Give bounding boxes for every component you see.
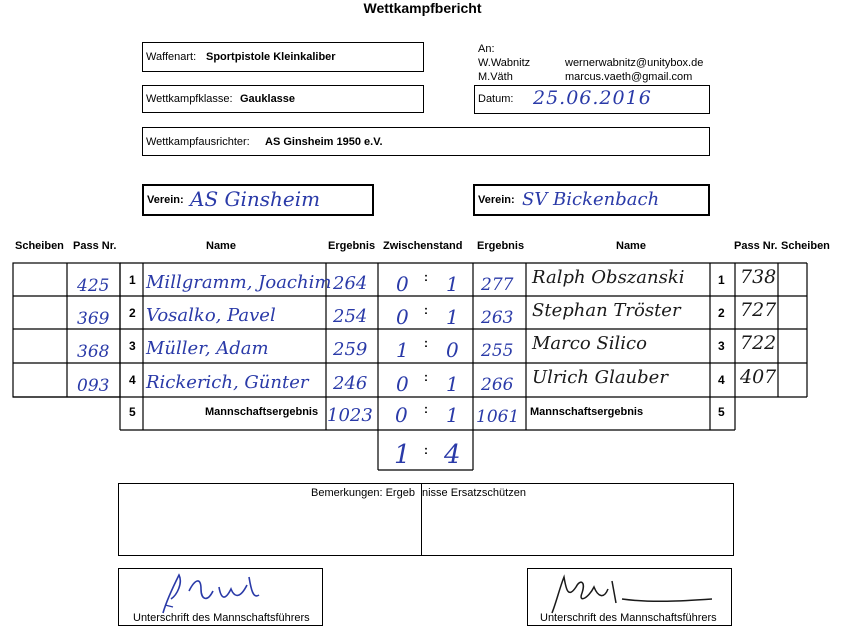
- zwischenstand-colon: :: [424, 270, 428, 284]
- signature-label-left: Unterschrift des Mannschaftsführers: [133, 612, 310, 624]
- recipient-email: wernerwabnitz@unitybox.de: [565, 57, 704, 69]
- verein-right-label: Verein:: [478, 194, 515, 206]
- zwischenstand-colon: :: [424, 336, 428, 350]
- zwischenstand-right: 1: [446, 272, 459, 296]
- final-colon: :: [424, 443, 428, 457]
- pass-right: 407: [740, 366, 777, 388]
- waffenart-label: Waffenart:: [146, 51, 197, 63]
- ergebnis-right: 266: [481, 375, 514, 395]
- header-scheiben-left: Scheiben: [15, 240, 64, 252]
- team-label-right: Mannschaftsergebnis: [530, 406, 644, 418]
- header-scheiben-right: Scheiben: [781, 240, 830, 252]
- signature-box-right: [527, 568, 732, 626]
- team-ergebnis-right: 1061: [476, 407, 520, 427]
- waffenart-value: Sportpistole Kleinkaliber: [206, 51, 336, 63]
- an-label: An:: [478, 43, 495, 55]
- name-right: Marco Silico: [532, 333, 647, 354]
- verein-left-label: Verein:: [147, 194, 184, 206]
- zwischenstand-right: 0: [446, 338, 459, 362]
- header-zwischenstand: Zwischenstand: [383, 240, 463, 252]
- name-right: Ulrich Glauber: [532, 367, 668, 388]
- pass-left: 369: [77, 309, 110, 329]
- pass-left: 093: [77, 376, 110, 396]
- signature-box-left: [118, 568, 323, 626]
- final-score-right: 4: [444, 440, 461, 470]
- team-zw-left: 0: [395, 403, 408, 427]
- zwischenstand-colon: :: [424, 303, 428, 317]
- recipient-name: M.Väth: [478, 71, 513, 83]
- row-number: 2: [129, 306, 136, 320]
- zwischenstand-left: 0: [396, 272, 409, 296]
- ergebnis-left: 259: [333, 339, 368, 360]
- header-name-left: Name: [206, 240, 236, 252]
- ausrichter-label: Wettkampfausrichter:: [146, 136, 250, 148]
- header-name-right: Name: [616, 240, 646, 252]
- pass-right: 722: [740, 332, 777, 354]
- recipient-email: marcus.vaeth@gmail.com: [565, 71, 693, 83]
- verein-left-value: AS Ginsheim: [190, 187, 321, 211]
- page-title: Wettkampfbericht: [363, 0, 482, 16]
- header-pass-left: Pass Nr.: [73, 240, 117, 252]
- row-number-right: 3: [718, 339, 725, 353]
- name-left: Millgramm, Joachim: [146, 272, 332, 293]
- zwischenstand-left: 0: [396, 305, 409, 329]
- zwischenstand-left: 1: [396, 338, 409, 362]
- ausrichter-value: AS Ginsheim 1950 e.V.: [265, 136, 383, 148]
- zwischenstand-colon: :: [424, 370, 428, 384]
- final-score-left: 1: [394, 440, 411, 470]
- name-left: Rickerich, Günter: [146, 372, 309, 393]
- ergebnis-right: 277: [481, 275, 514, 295]
- header-ergebnis-right: Ergebnis: [477, 240, 525, 252]
- recipient-name: W.Wabnitz: [478, 57, 531, 69]
- team-row-number: 5: [129, 405, 136, 419]
- zwischenstand-right: 1: [446, 372, 459, 396]
- row-number: 4: [129, 373, 136, 387]
- signature-label-right: Unterschrift des Mannschaftsführers: [540, 612, 717, 624]
- ergebnis-left: 246: [333, 373, 368, 394]
- team-ergebnis-left: 1023: [327, 405, 373, 426]
- name-right: Stephan Tröster: [532, 300, 681, 321]
- name-left: Vosalko, Pavel: [146, 305, 276, 326]
- team-row-number-right: 5: [718, 405, 725, 419]
- bemerkungen-box: [118, 483, 734, 556]
- datum-value: 25.06.2016: [533, 87, 652, 109]
- pass-left: 368: [77, 342, 110, 362]
- row-number-right: 2: [718, 306, 725, 320]
- row-number-right: 1: [718, 273, 725, 287]
- name-right: Ralph Obszanski: [532, 267, 685, 288]
- datum-label: Datum:: [478, 93, 514, 105]
- ergebnis-left: 264: [333, 273, 368, 294]
- team-label-left: Mannschaftsergebnis: [205, 406, 319, 418]
- wettkampfklasse-label: Wettkampfklasse:: [146, 93, 233, 105]
- verein-right-value: SV Bickenbach: [522, 189, 660, 210]
- ergebnis-right: 263: [481, 308, 514, 328]
- header-ergebnis-left: Ergebnis: [328, 240, 376, 252]
- bemerkungen-label: Bemerkungen: Ergeb: [311, 487, 415, 499]
- row-number: 3: [129, 339, 136, 353]
- team-colon: :: [424, 402, 428, 416]
- header-pass-right: Pass Nr.: [734, 240, 778, 252]
- zwischenstand-left: 0: [396, 372, 409, 396]
- ersatzschuetzen-label: nisse Ersatzschützen: [422, 487, 526, 499]
- ergebnis-right: 255: [481, 341, 514, 361]
- row-number-right: 4: [718, 373, 725, 387]
- zwischenstand-right: 1: [446, 305, 459, 329]
- wettkampfklasse-value: Gauklasse: [240, 93, 296, 105]
- row-number: 1: [129, 273, 136, 287]
- team-zw-right: 1: [446, 403, 459, 427]
- pass-left: 425: [77, 276, 110, 296]
- name-left: Müller, Adam: [146, 338, 269, 359]
- pass-right: 727: [740, 299, 777, 321]
- ergebnis-left: 254: [333, 306, 368, 327]
- pass-right: 738: [740, 266, 777, 288]
